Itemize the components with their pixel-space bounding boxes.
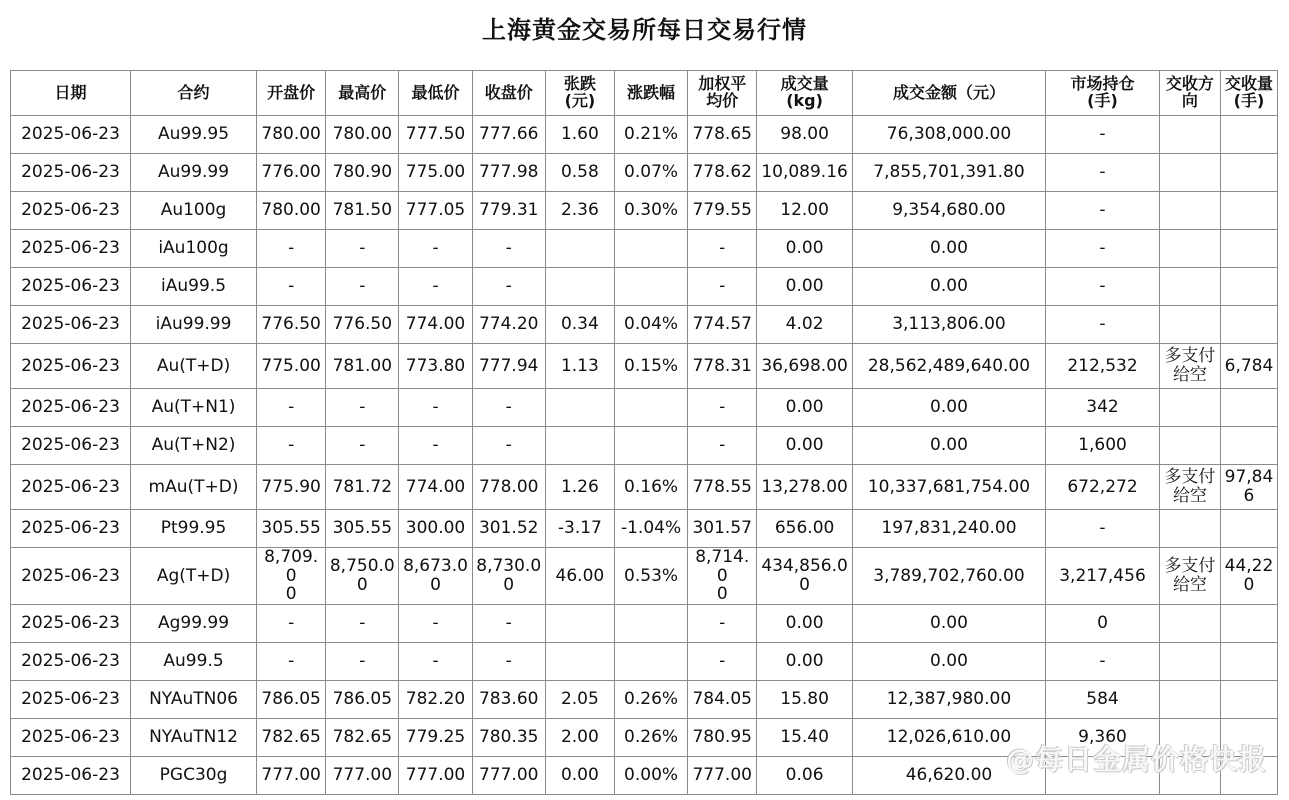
contract-cell: NYAuTN06 xyxy=(130,681,256,719)
weighted-average-price-cell: - xyxy=(688,643,757,681)
open-price-cell: - xyxy=(257,389,326,427)
high-price-cell: - xyxy=(326,643,399,681)
contract-cell: mAu(T+D) xyxy=(130,465,256,510)
table-row xyxy=(11,427,1278,465)
low-price-cell: 775.00 xyxy=(399,154,472,192)
column-header-open-interest: 市场持仓 (手) xyxy=(1046,71,1160,116)
change-cell: 2.05 xyxy=(545,681,614,719)
date-cell: 2025-06-23 xyxy=(11,344,131,389)
change-cell xyxy=(545,268,614,306)
column-header-change-percent: 涨跌幅 xyxy=(614,71,687,116)
change-cell: 2.36 xyxy=(545,192,614,230)
contract-cell: PGC30g xyxy=(130,757,256,795)
close-price-cell: 778.00 xyxy=(472,465,545,510)
change-cell: 1.60 xyxy=(545,116,614,154)
open-interest-cell: 212,532 xyxy=(1046,344,1160,389)
high-price-cell: 780.00 xyxy=(326,116,399,154)
open-price-cell: 305.55 xyxy=(257,510,326,548)
high-price-cell: 305.55 xyxy=(326,510,399,548)
delivery-volume-cell xyxy=(1220,643,1277,681)
low-price-cell: - xyxy=(399,230,472,268)
open-interest-cell: - xyxy=(1046,643,1160,681)
high-price-cell: 781.50 xyxy=(326,192,399,230)
low-price-cell: 774.00 xyxy=(399,306,472,344)
date-cell: 2025-06-23 xyxy=(11,116,131,154)
delivery-direction-cell xyxy=(1159,757,1220,795)
turnover-cell: 0.00 xyxy=(852,389,1045,427)
date-cell: 2025-06-23 xyxy=(11,268,131,306)
turnover-cell: 0.00 xyxy=(852,643,1045,681)
delivery-direction-cell xyxy=(1159,192,1220,230)
column-header-weighted-average-price: 加权平 均价 xyxy=(688,71,757,116)
low-price-cell: 779.25 xyxy=(399,719,472,757)
high-price-cell: - xyxy=(326,268,399,306)
table-row xyxy=(11,548,1278,605)
open-interest-cell: 3,217,456 xyxy=(1046,548,1160,605)
weighted-average-price-cell: - xyxy=(688,427,757,465)
close-price-cell: 774.20 xyxy=(472,306,545,344)
delivery-volume-cell xyxy=(1220,306,1277,344)
date-cell: 2025-06-23 xyxy=(11,192,131,230)
volume-cell: 656.00 xyxy=(757,510,853,548)
delivery-direction-cell xyxy=(1159,605,1220,643)
low-price-cell: 777.50 xyxy=(399,116,472,154)
turnover-cell: 3,789,702,760.00 xyxy=(852,548,1045,605)
open-price-cell: - xyxy=(257,230,326,268)
delivery-volume-cell xyxy=(1220,230,1277,268)
column-header-change: 张跌 (元) xyxy=(545,71,614,116)
weighted-average-price-cell: - xyxy=(688,268,757,306)
contract-cell: Au(T+D) xyxy=(130,344,256,389)
delivery-direction-cell: 多支付 给空 xyxy=(1159,465,1220,510)
close-price-cell: 780.35 xyxy=(472,719,545,757)
turnover-cell: 0.00 xyxy=(852,605,1045,643)
contract-cell: Ag99.99 xyxy=(130,605,256,643)
high-price-cell: 777.00 xyxy=(326,757,399,795)
contract-cell: iAu100g xyxy=(130,230,256,268)
change-percent-cell xyxy=(614,389,687,427)
table-row xyxy=(11,643,1278,681)
open-price-cell: - xyxy=(257,427,326,465)
daily-quotes-table xyxy=(10,70,1278,795)
change-percent-cell xyxy=(614,605,687,643)
contract-cell: Au(T+N2) xyxy=(130,427,256,465)
close-price-cell: - xyxy=(472,389,545,427)
delivery-volume-cell xyxy=(1220,510,1277,548)
turnover-cell: 0.00 xyxy=(852,268,1045,306)
delivery-volume-cell xyxy=(1220,681,1277,719)
column-header-high-price: 最高价 xyxy=(326,71,399,116)
table-row xyxy=(11,510,1278,548)
delivery-volume-cell xyxy=(1220,268,1277,306)
open-interest-cell: - xyxy=(1046,306,1160,344)
volume-cell: 0.06 xyxy=(757,757,853,795)
close-price-cell: - xyxy=(472,427,545,465)
change-percent-cell: 0.16% xyxy=(614,465,687,510)
table-row xyxy=(11,306,1278,344)
turnover-cell: 12,387,980.00 xyxy=(852,681,1045,719)
page-title: 上海黄金交易所每日交易行情 xyxy=(482,16,807,44)
column-header-low-price: 最低价 xyxy=(399,71,472,116)
turnover-cell: 9,354,680.00 xyxy=(852,192,1045,230)
delivery-direction-cell xyxy=(1159,116,1220,154)
date-cell: 2025-06-23 xyxy=(11,510,131,548)
delivery-direction-cell xyxy=(1159,230,1220,268)
open-price-cell: 780.00 xyxy=(257,116,326,154)
turnover-cell: 0.00 xyxy=(852,230,1045,268)
open-price-cell: - xyxy=(257,605,326,643)
close-price-cell: 777.94 xyxy=(472,344,545,389)
open-interest-cell: - xyxy=(1046,116,1160,154)
change-cell: 2.00 xyxy=(545,719,614,757)
close-price-cell: 777.00 xyxy=(472,757,545,795)
open-price-cell: 775.00 xyxy=(257,344,326,389)
delivery-direction-cell xyxy=(1159,719,1220,757)
open-price-cell: 782.65 xyxy=(257,719,326,757)
turnover-cell: 197,831,240.00 xyxy=(852,510,1045,548)
volume-cell: 36,698.00 xyxy=(757,344,853,389)
high-price-cell: 8,750.0 0 xyxy=(326,548,399,605)
table-row xyxy=(11,154,1278,192)
high-price-cell: 782.65 xyxy=(326,719,399,757)
column-header-delivery-volume: 交收量 (手) xyxy=(1220,71,1277,116)
weighted-average-price-cell: 778.31 xyxy=(688,344,757,389)
high-price-cell: 776.50 xyxy=(326,306,399,344)
delivery-volume-cell xyxy=(1220,427,1277,465)
change-cell xyxy=(545,643,614,681)
table-row xyxy=(11,230,1278,268)
low-price-cell: 8,673.0 0 xyxy=(399,548,472,605)
open-price-cell: 776.50 xyxy=(257,306,326,344)
volume-cell: 12.00 xyxy=(757,192,853,230)
delivery-volume-cell xyxy=(1220,605,1277,643)
close-price-cell: 783.60 xyxy=(472,681,545,719)
table-header-row xyxy=(11,71,1278,116)
low-price-cell: 777.05 xyxy=(399,192,472,230)
turnover-cell: 76,308,000.00 xyxy=(852,116,1045,154)
watermark-text: @每日金属价格快报 xyxy=(1005,743,1267,776)
open-price-cell: 777.00 xyxy=(257,757,326,795)
contract-cell: Au99.5 xyxy=(130,643,256,681)
volume-cell: 434,856.00 xyxy=(757,548,853,605)
low-price-cell: - xyxy=(399,427,472,465)
date-cell: 2025-06-23 xyxy=(11,757,131,795)
turnover-cell: 7,855,701,391.80 xyxy=(852,154,1045,192)
open-interest-cell: 9,360 xyxy=(1046,719,1160,757)
table-row xyxy=(11,389,1278,427)
open-interest-cell: 342 xyxy=(1046,389,1160,427)
change-cell: 46.00 xyxy=(545,548,614,605)
open-interest-cell: - xyxy=(1046,192,1160,230)
delivery-volume-cell xyxy=(1220,757,1277,795)
date-cell: 2025-06-23 xyxy=(11,427,131,465)
change-percent-cell: -1.04% xyxy=(614,510,687,548)
delivery-volume-cell xyxy=(1220,154,1277,192)
weighted-average-price-cell: - xyxy=(688,389,757,427)
change-cell: 1.13 xyxy=(545,344,614,389)
delivery-volume-cell xyxy=(1220,719,1277,757)
date-cell: 2025-06-23 xyxy=(11,548,131,605)
quotes-table-container xyxy=(10,70,1278,795)
high-price-cell: 786.05 xyxy=(326,681,399,719)
contract-cell: Au99.95 xyxy=(130,116,256,154)
delivery-volume-cell: 6,784 xyxy=(1220,344,1277,389)
change-percent-cell: 0.15% xyxy=(614,344,687,389)
change-cell: 1.26 xyxy=(545,465,614,510)
column-header-close-price: 收盘价 xyxy=(472,71,545,116)
high-price-cell: - xyxy=(326,389,399,427)
table-row xyxy=(11,268,1278,306)
volume-cell: 15.80 xyxy=(757,681,853,719)
low-price-cell: 777.00 xyxy=(399,757,472,795)
delivery-direction-cell xyxy=(1159,510,1220,548)
low-price-cell: - xyxy=(399,605,472,643)
volume-cell: 0.00 xyxy=(757,230,853,268)
change-cell xyxy=(545,389,614,427)
column-header-volume: 成交量 (kg) xyxy=(757,71,853,116)
turnover-cell: 28,562,489,640.00 xyxy=(852,344,1045,389)
table-row xyxy=(11,757,1278,795)
change-percent-cell: 0.26% xyxy=(614,681,687,719)
high-price-cell: - xyxy=(326,230,399,268)
weighted-average-price-cell: - xyxy=(688,230,757,268)
contract-cell: Au100g xyxy=(130,192,256,230)
change-percent-cell: 0.30% xyxy=(614,192,687,230)
open-interest-cell: - xyxy=(1046,268,1160,306)
change-cell: -3.17 xyxy=(545,510,614,548)
volume-cell: 98.00 xyxy=(757,116,853,154)
column-header-open-price: 开盘价 xyxy=(257,71,326,116)
open-interest-cell: 0 xyxy=(1046,605,1160,643)
date-cell: 2025-06-23 xyxy=(11,306,131,344)
open-price-cell: - xyxy=(257,643,326,681)
volume-cell: 15.40 xyxy=(757,719,853,757)
delivery-direction-cell xyxy=(1159,643,1220,681)
weighted-average-price-cell: 779.55 xyxy=(688,192,757,230)
weighted-average-price-cell: 774.57 xyxy=(688,306,757,344)
open-price-cell: 8,709.0 0 xyxy=(257,548,326,605)
date-cell: 2025-06-23 xyxy=(11,605,131,643)
change-cell xyxy=(545,230,614,268)
close-price-cell: 8,730.0 0 xyxy=(472,548,545,605)
low-price-cell: 300.00 xyxy=(399,510,472,548)
turnover-cell: 0.00 xyxy=(852,427,1045,465)
table-row xyxy=(11,465,1278,510)
open-interest-cell: 672,272 xyxy=(1046,465,1160,510)
delivery-volume-cell: 97,846 xyxy=(1220,465,1277,510)
open-interest-cell: - xyxy=(1046,230,1160,268)
table-row xyxy=(11,344,1278,389)
open-interest-cell: 584 xyxy=(1046,681,1160,719)
volume-cell: 0.00 xyxy=(757,268,853,306)
delivery-direction-cell xyxy=(1159,306,1220,344)
delivery-direction-cell: 多支付 给空 xyxy=(1159,548,1220,605)
date-cell: 2025-06-23 xyxy=(11,465,131,510)
delivery-volume-cell xyxy=(1220,389,1277,427)
contract-cell: Au(T+N1) xyxy=(130,389,256,427)
low-price-cell: 773.80 xyxy=(399,344,472,389)
change-cell: 0.58 xyxy=(545,154,614,192)
turnover-cell: 46,620.00 xyxy=(852,757,1045,795)
date-cell: 2025-06-23 xyxy=(11,154,131,192)
change-percent-cell: 0.53% xyxy=(614,548,687,605)
weighted-average-price-cell: 301.57 xyxy=(688,510,757,548)
table-row xyxy=(11,116,1278,154)
volume-cell: 0.00 xyxy=(757,389,853,427)
close-price-cell: 779.31 xyxy=(472,192,545,230)
open-price-cell: 776.00 xyxy=(257,154,326,192)
delivery-direction-cell xyxy=(1159,154,1220,192)
close-price-cell: 301.52 xyxy=(472,510,545,548)
change-percent-cell xyxy=(614,427,687,465)
volume-cell: 10,089.16 xyxy=(757,154,853,192)
change-percent-cell: 0.21% xyxy=(614,116,687,154)
change-percent-cell: 0.07% xyxy=(614,154,687,192)
contract-cell: iAu99.5 xyxy=(130,268,256,306)
contract-cell: Au99.99 xyxy=(130,154,256,192)
high-price-cell: 781.72 xyxy=(326,465,399,510)
close-price-cell: - xyxy=(472,268,545,306)
weighted-average-price-cell: - xyxy=(688,605,757,643)
volume-cell: 0.00 xyxy=(757,643,853,681)
change-percent-cell xyxy=(614,230,687,268)
change-cell xyxy=(545,605,614,643)
table-row xyxy=(11,192,1278,230)
delivery-direction-cell xyxy=(1159,681,1220,719)
turnover-cell: 3,113,806.00 xyxy=(852,306,1045,344)
column-header-contract: 合约 xyxy=(130,71,256,116)
contract-cell: Ag(T+D) xyxy=(130,548,256,605)
close-price-cell: - xyxy=(472,605,545,643)
open-price-cell: 775.90 xyxy=(257,465,326,510)
open-interest-cell: 1,600 xyxy=(1046,427,1160,465)
column-header-turnover: 成交金额（元） xyxy=(852,71,1045,116)
low-price-cell: - xyxy=(399,389,472,427)
weighted-average-price-cell: 8,714.0 0 xyxy=(688,548,757,605)
open-interest-cell xyxy=(1046,757,1160,795)
date-cell: 2025-06-23 xyxy=(11,681,131,719)
high-price-cell: 781.00 xyxy=(326,344,399,389)
change-cell: 0.34 xyxy=(545,306,614,344)
change-cell: 0.00 xyxy=(545,757,614,795)
change-percent-cell: 0.04% xyxy=(614,306,687,344)
change-percent-cell: 0.26% xyxy=(614,719,687,757)
open-interest-cell: - xyxy=(1046,510,1160,548)
volume-cell: 13,278.00 xyxy=(757,465,853,510)
high-price-cell: - xyxy=(326,605,399,643)
close-price-cell: 777.98 xyxy=(472,154,545,192)
volume-cell: 4.02 xyxy=(757,306,853,344)
delivery-direction-cell xyxy=(1159,427,1220,465)
date-cell: 2025-06-23 xyxy=(11,719,131,757)
weighted-average-price-cell: 778.55 xyxy=(688,465,757,510)
open-price-cell: 786.05 xyxy=(257,681,326,719)
date-cell: 2025-06-23 xyxy=(11,389,131,427)
open-price-cell: - xyxy=(257,268,326,306)
weighted-average-price-cell: 784.05 xyxy=(688,681,757,719)
high-price-cell: - xyxy=(326,427,399,465)
delivery-direction-cell xyxy=(1159,268,1220,306)
table-row xyxy=(11,605,1278,643)
contract-cell: Pt99.95 xyxy=(130,510,256,548)
close-price-cell: 777.66 xyxy=(472,116,545,154)
delivery-direction-cell xyxy=(1159,389,1220,427)
delivery-volume-cell: 44,220 xyxy=(1220,548,1277,605)
weighted-average-price-cell: 778.65 xyxy=(688,116,757,154)
turnover-cell: 12,026,610.00 xyxy=(852,719,1045,757)
open-price-cell: 780.00 xyxy=(257,192,326,230)
date-cell: 2025-06-23 xyxy=(11,643,131,681)
contract-cell: iAu99.99 xyxy=(130,306,256,344)
change-percent-cell: 0.00% xyxy=(614,757,687,795)
volume-cell: 0.00 xyxy=(757,427,853,465)
turnover-cell: 10,337,681,754.00 xyxy=(852,465,1045,510)
column-header-date: 日期 xyxy=(11,71,131,116)
low-price-cell: 774.00 xyxy=(399,465,472,510)
contract-cell: NYAuTN12 xyxy=(130,719,256,757)
open-interest-cell: - xyxy=(1046,154,1160,192)
low-price-cell: - xyxy=(399,268,472,306)
table-row xyxy=(11,681,1278,719)
change-cell xyxy=(545,427,614,465)
date-cell: 2025-06-23 xyxy=(11,230,131,268)
delivery-direction-cell: 多支付 给空 xyxy=(1159,344,1220,389)
column-header-delivery-direction: 交收方 向 xyxy=(1159,71,1220,116)
low-price-cell: - xyxy=(399,643,472,681)
change-percent-cell xyxy=(614,643,687,681)
delivery-volume-cell xyxy=(1220,192,1277,230)
low-price-cell: 782.20 xyxy=(399,681,472,719)
volume-cell: 0.00 xyxy=(757,605,853,643)
close-price-cell: - xyxy=(472,230,545,268)
change-percent-cell xyxy=(614,268,687,306)
delivery-volume-cell xyxy=(1220,116,1277,154)
weighted-average-price-cell: 777.00 xyxy=(688,757,757,795)
table-row xyxy=(11,719,1278,757)
high-price-cell: 780.90 xyxy=(326,154,399,192)
close-price-cell: - xyxy=(472,643,545,681)
table-body xyxy=(11,116,1278,795)
weighted-average-price-cell: 778.62 xyxy=(688,154,757,192)
weighted-average-price-cell: 780.95 xyxy=(688,719,757,757)
